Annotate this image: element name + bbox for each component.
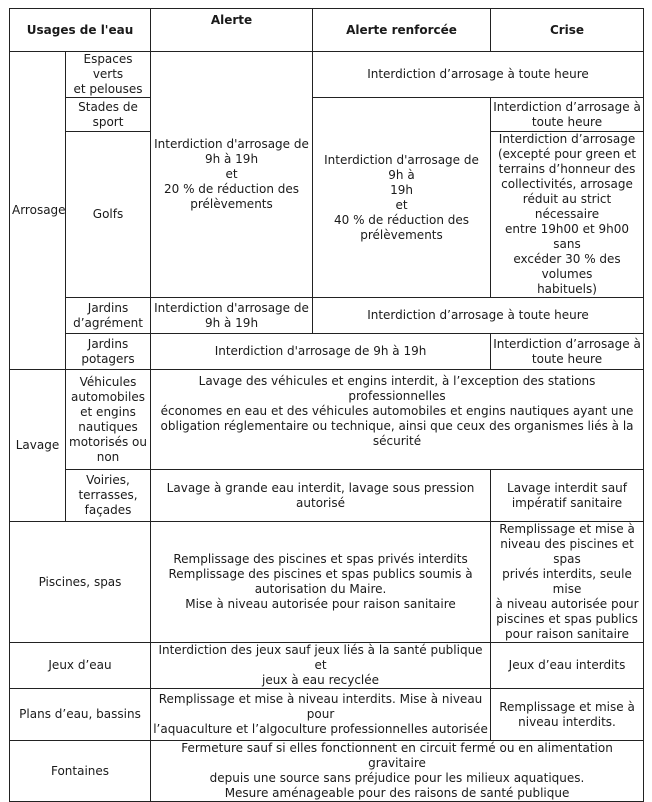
usage-voiries: Voiries, terrasses, façades — [66, 470, 151, 522]
piscines-crise: Remplissage et mise à niveau des piscines et spas privés interdits, seule mise à niveau autorisée pour piscines et spas publics pour raison sanitaire — [491, 522, 644, 643]
usage-stades: Stades de sport — [66, 98, 151, 132]
category-lavage: Lavage — [10, 370, 66, 522]
usage-jardins-potagers: Jardins potagers — [66, 334, 151, 370]
jeux-crise: Jeux d’eau interdits — [491, 643, 644, 689]
jardins-potagers-crise: Interdiction d’arrosage à toute heure — [491, 334, 644, 370]
jeux-alerte-renforcee: Interdiction des jeux sauf jeux liés à la santé publique et jeux à eau recyclée — [151, 643, 491, 689]
espaces-verts-renforcee-crise: Interdiction d’arrosage à toute heure — [313, 52, 644, 98]
jardins-agrement-renforcee-crise: Interdiction d’arrosage à toute heure — [313, 298, 644, 334]
usage-espaces-verts: Espaces verts et pelouses — [66, 52, 151, 98]
header-alerte-renforcee: Alerte renforcée — [313, 9, 491, 52]
voiries-alerte-renforcee: Lavage à grande eau interdit, lavage sous pression autorisé — [151, 470, 491, 522]
category-piscines: Piscines, spas — [10, 522, 151, 643]
jardins-potagers-alerte-renforcee: Interdiction d'arrosage de 9h à 19h — [151, 334, 491, 370]
header-alerte: Alerte — [151, 9, 313, 52]
plans-alerte-renforcee: Remplissage et mise à niveau interdits. Mise à niveau pour l’aquaculture et l’algoculture professionnelles autorisée — [151, 689, 491, 741]
plans-crise: Remplissage et mise à niveau interdits. — [491, 689, 644, 741]
golfs-crise: Interdiction d’arrosage (excepté pour green et terrains d’honneur des collectivités, arrosage réduit au strict nécessaire entre 19h00 et 9h00 sans excéder 30 % des volumes habituels) — [491, 132, 644, 298]
category-fontaines: Fontaines — [10, 741, 151, 802]
voiries-crise: Lavage interdit sauf impératif sanitaire — [491, 470, 644, 522]
piscines-alerte-renforcee: Remplissage des piscines et spas privés interdits Remplissage des piscines et spas publics soumis à autorisation du Maire. Mise à niveau autorisée pour raison sanitaire — [151, 522, 491, 643]
arrosage-renforcee-shared: Interdiction d'arrosage de 9h à 19h et 40 % de réduction des prélèvements — [313, 98, 491, 298]
usage-golfs: Golfs — [66, 132, 151, 298]
category-jeux: Jeux d’eau — [10, 643, 151, 689]
category-arrosage: Arrosage — [10, 52, 66, 370]
category-plans: Plans d’eau, bassins — [10, 689, 151, 741]
usage-vehicules: Véhicules automobiles et engins nautiques motorisés ou non — [66, 370, 151, 470]
usage-jardins-agrement: Jardins d’agrément — [66, 298, 151, 334]
vehicules-all: Lavage des véhicules et engins interdit, à l’exception des stations professionnelles économes en eau et des véhicules automobiles et engins nautiques ayant une obligation réglementaire ou technique, ainsi que ceux des organismes liés à la sécurité — [151, 370, 644, 470]
arrosage-alerte-shared: Interdiction d'arrosage de 9h à 19h et 20 % de réduction des prélèvements — [151, 52, 313, 298]
header-crise: Crise — [491, 9, 644, 52]
jardins-agrement-alerte: Interdiction d'arrosage de 9h à 19h — [151, 298, 313, 334]
stades-crise: Interdiction d’arrosage à toute heure — [491, 98, 644, 132]
water-restrictions-table — [9, 8, 644, 802]
fontaines-all: Fermeture sauf si elles fonctionnent en circuit fermé ou en alimentation gravitaire depuis une source sans préjudice pour les milieux aquatiques. Mesure aménageable pour des raisons de santé publique — [151, 741, 644, 802]
header-usages: Usages de l'eau — [10, 9, 151, 52]
